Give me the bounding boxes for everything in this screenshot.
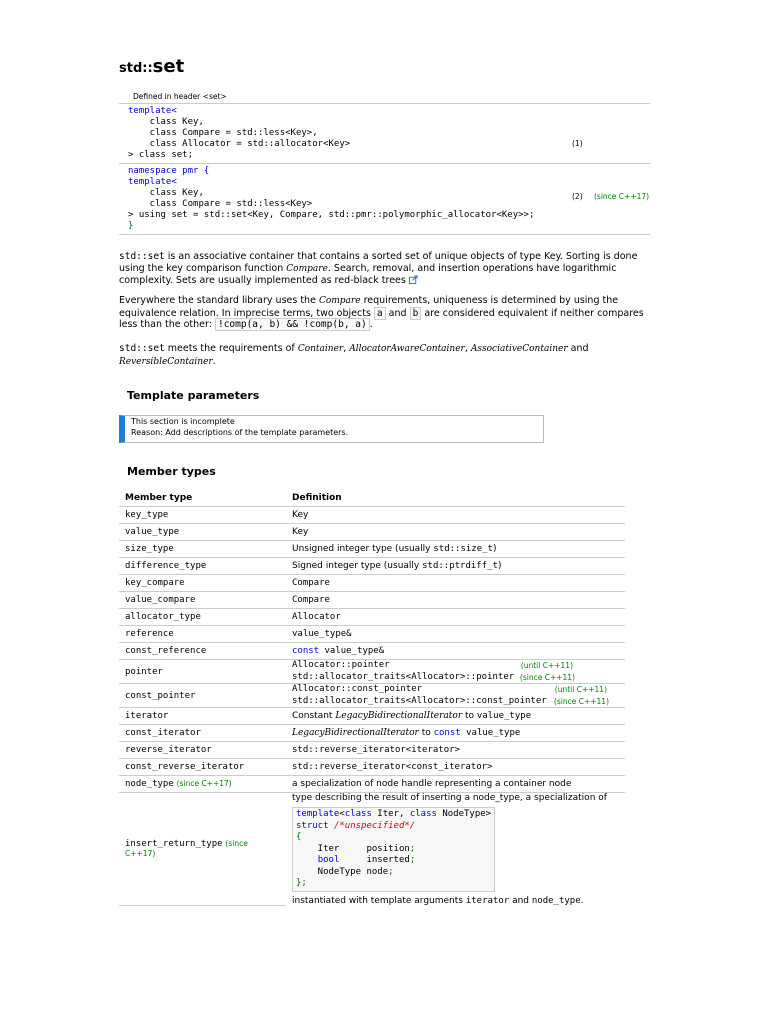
title-name: set <box>152 56 185 77</box>
external-link-icon[interactable] <box>409 275 418 284</box>
table-row: size_type Unsigned integer type (usually std::size_t) <box>119 541 625 558</box>
table-row: difference_type Signed integer type (usually std::ptrdiff_t) <box>119 558 625 575</box>
header-line: Defined in header <set> <box>119 92 650 104</box>
table-row: key_compare Compare <box>119 575 625 592</box>
notice-line-1: This section is incomplete <box>131 417 235 426</box>
table-row: value_type Key <box>119 524 625 541</box>
table-row: reverse_iterator std::reverse_iterator<iterator> <box>119 742 625 759</box>
table-row: allocator_type Allocator <box>119 609 625 626</box>
table-row: const_reference const value_type& <box>119 643 625 660</box>
page-title <box>119 56 184 77</box>
header-definition: Definition <box>286 490 625 507</box>
description-paragraph-3: std::set meets the requirements of Container, AllocatorAwareContainer, AssociativeContainer and ReversibleContainer. <box>119 343 589 367</box>
table-row: const_pointer Allocator::const_pointer (until C++11) std::allocator_traits<Allocator>::const_pointer (since C++11) <box>119 684 625 708</box>
table-row: const_reverse_iterator std::reverse_iterator<const_iterator> <box>119 759 625 776</box>
table-row: value_compare Compare <box>119 592 625 609</box>
table-row: const_iterator LegacyBidirectionalIterator to const value_type <box>119 725 625 742</box>
header-member-type: Member type <box>119 490 286 507</box>
table-row: iterator Constant LegacyBidirectionalIterator to value_type <box>119 708 625 725</box>
description-paragraph-1: std::set is an associative container that contains a sorted set of unique objects of type Key. Sorting is done using the key comparison function Compare. Search, removal, and insertion operations have logarithmic complexity. Sets are usually implemented as red-black trees <box>119 251 638 286</box>
insert-return-type-intro: type describing the result of inserting a node_type, a specialization of <box>292 793 607 803</box>
declaration-1 <box>119 104 650 164</box>
notice-line-2: Reason: Add descriptions of the template parameters. <box>131 428 349 437</box>
description-paragraph-2: Everywhere the standard library uses the Compare requirements, uniqueness is determined by using the equivalence relation. In imprecise terms, two objects a and b are considered equivalent if neither compares less than the other: !comp(a, b) && !comp(b, a) . <box>119 295 644 330</box>
declaration-2-code: namespace pmr { template< class Key, class Compare = std::less<Key> > using set = std::set<Key, Compare, std::pmr::polymorphic_allocator<Key>>; } <box>128 166 535 231</box>
declaration-box <box>119 92 650 235</box>
declaration-1-code: template< class Key, class Compare = std::less<Key>, class Allocator = std::allocator<Key> > class set; <box>128 106 351 160</box>
insert-return-type-code: template<class Iter, class NodeType> struct /*unspecified*/ { Iter position; bool inserted; NodeType node; }; <box>292 807 495 892</box>
declaration-1-number: (1) <box>572 139 583 148</box>
incomplete-notice <box>119 415 544 443</box>
insert-return-type-outro: instantiated with template arguments iterator and node_type. <box>292 895 584 906</box>
declaration-2-number: (2) <box>572 192 583 201</box>
title-prefix: std:: <box>119 61 153 76</box>
declaration-2-since: (since C++17) <box>594 192 650 201</box>
member-types-heading: Member types <box>127 465 216 478</box>
table-row: node_type (since C++17) a specialization of node handle representing a container node <box>119 776 625 793</box>
table-row: pointer Allocator::pointer (until C++11) std::allocator_traits<Allocator>::pointer (since C++11) <box>119 660 625 684</box>
table-row: key_type Key <box>119 507 625 524</box>
table-row: insert_return_type (since C++17) type describing the result of inserting a node_type, a specialization of template<class Iter, class NodeType> struct /*unspecified*/ { Iter position; bool inserted; NodeType node; }; instantiated with template arguments iterator and node_type. <box>119 793 625 906</box>
member-types-table <box>119 490 625 906</box>
declaration-2 <box>119 164 650 235</box>
table-row: reference value_type& <box>119 626 625 643</box>
template-parameters-heading: Template parameters <box>127 389 260 402</box>
table-header-row <box>119 490 625 507</box>
